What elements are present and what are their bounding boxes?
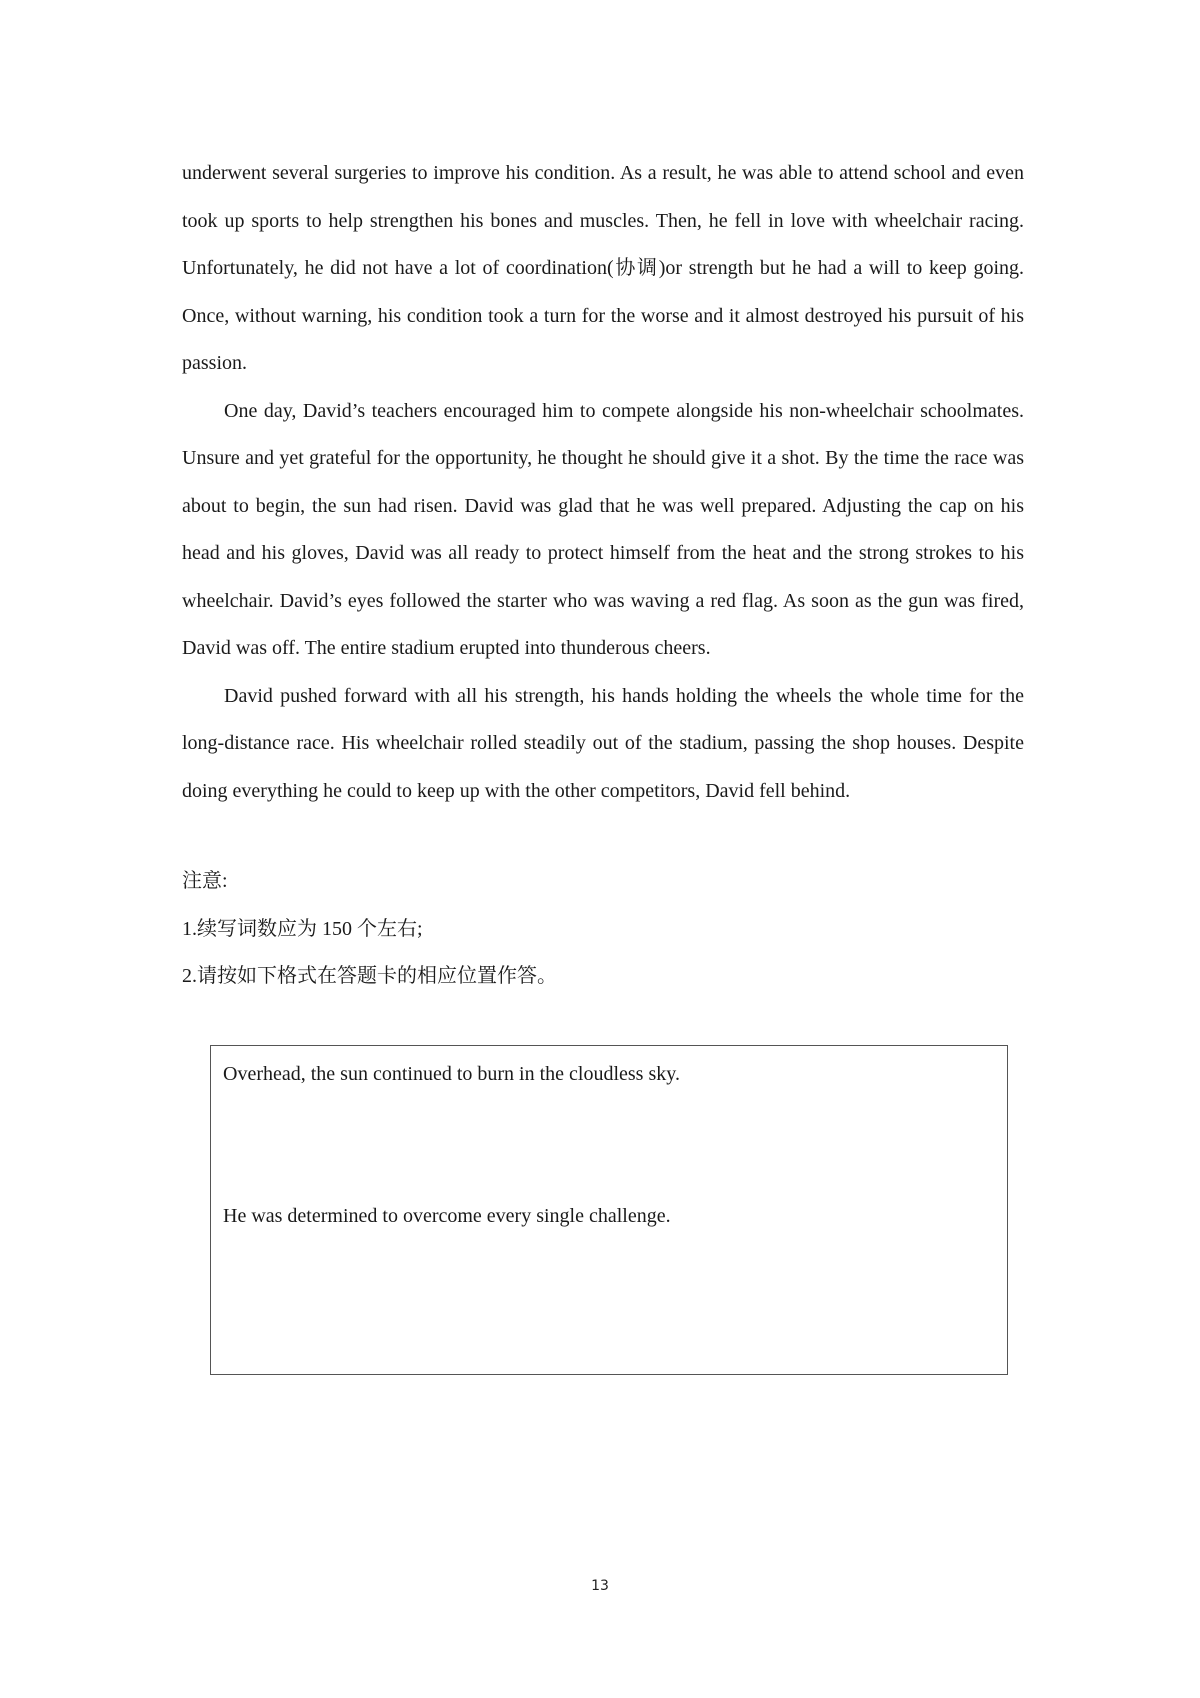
note-item-1: 1.续写词数应为 150 个左右;: [182, 917, 423, 940]
note-item-2: 2.请按如下格式在答题卡的相应位置作答。: [182, 965, 557, 987]
page-number: 13: [591, 1578, 609, 1594]
notes-heading: 注意:: [182, 870, 228, 892]
passage-paragraph-2: One day, David’s teachers encouraged him to compete alongside his non-wheelchair schoolmates. Unsure and yet grateful for the opportunity, he thought he should give it a shot. By the time the race was about to begin, the sun had risen. David was glad that he was well prepared. Adjusting the cap on his head and his gloves, David was all ready to protect himself from the heat and the strong strokes to his wheelchair. David’s eyes followed the starter who was waving a red flag. As soon as the gun was fired, David was off. The entire stadium erupted into thunderous cheers.: [182, 399, 1024, 659]
answer-box: [210, 1045, 1008, 1375]
passage-paragraph-1: underwent several surgeries to improve his condition. As a result, he was able to attend school and even took up sports to help strengthen his bones and muscles. Then, he fell in love with wheelchair racing. Unfortunately, he did not have a lot of coordination(协调)or strength but he had a will to keep going. Once, without warning, his condition took a turn for the worse and it almost destroyed his pursuit of his passion.: [182, 162, 1024, 374]
passage: [182, 150, 1024, 815]
answer-box-opening-line-1: Overhead, the sun continued to burn in the cloudless sky.: [223, 1063, 680, 1085]
answer-box-opening-line-2: He was determined to overcome every single challenge.: [223, 1205, 671, 1227]
passage-paragraph-3: David pushed forward with all his strength, his hands holding the wheels the whole time for the long-distance race. His wheelchair rolled steadily out of the stadium, passing the shop houses. Despite doing everything he could to keep up with the other competitors, David fell behind.: [182, 684, 1024, 802]
notes-section: [182, 858, 1024, 1001]
